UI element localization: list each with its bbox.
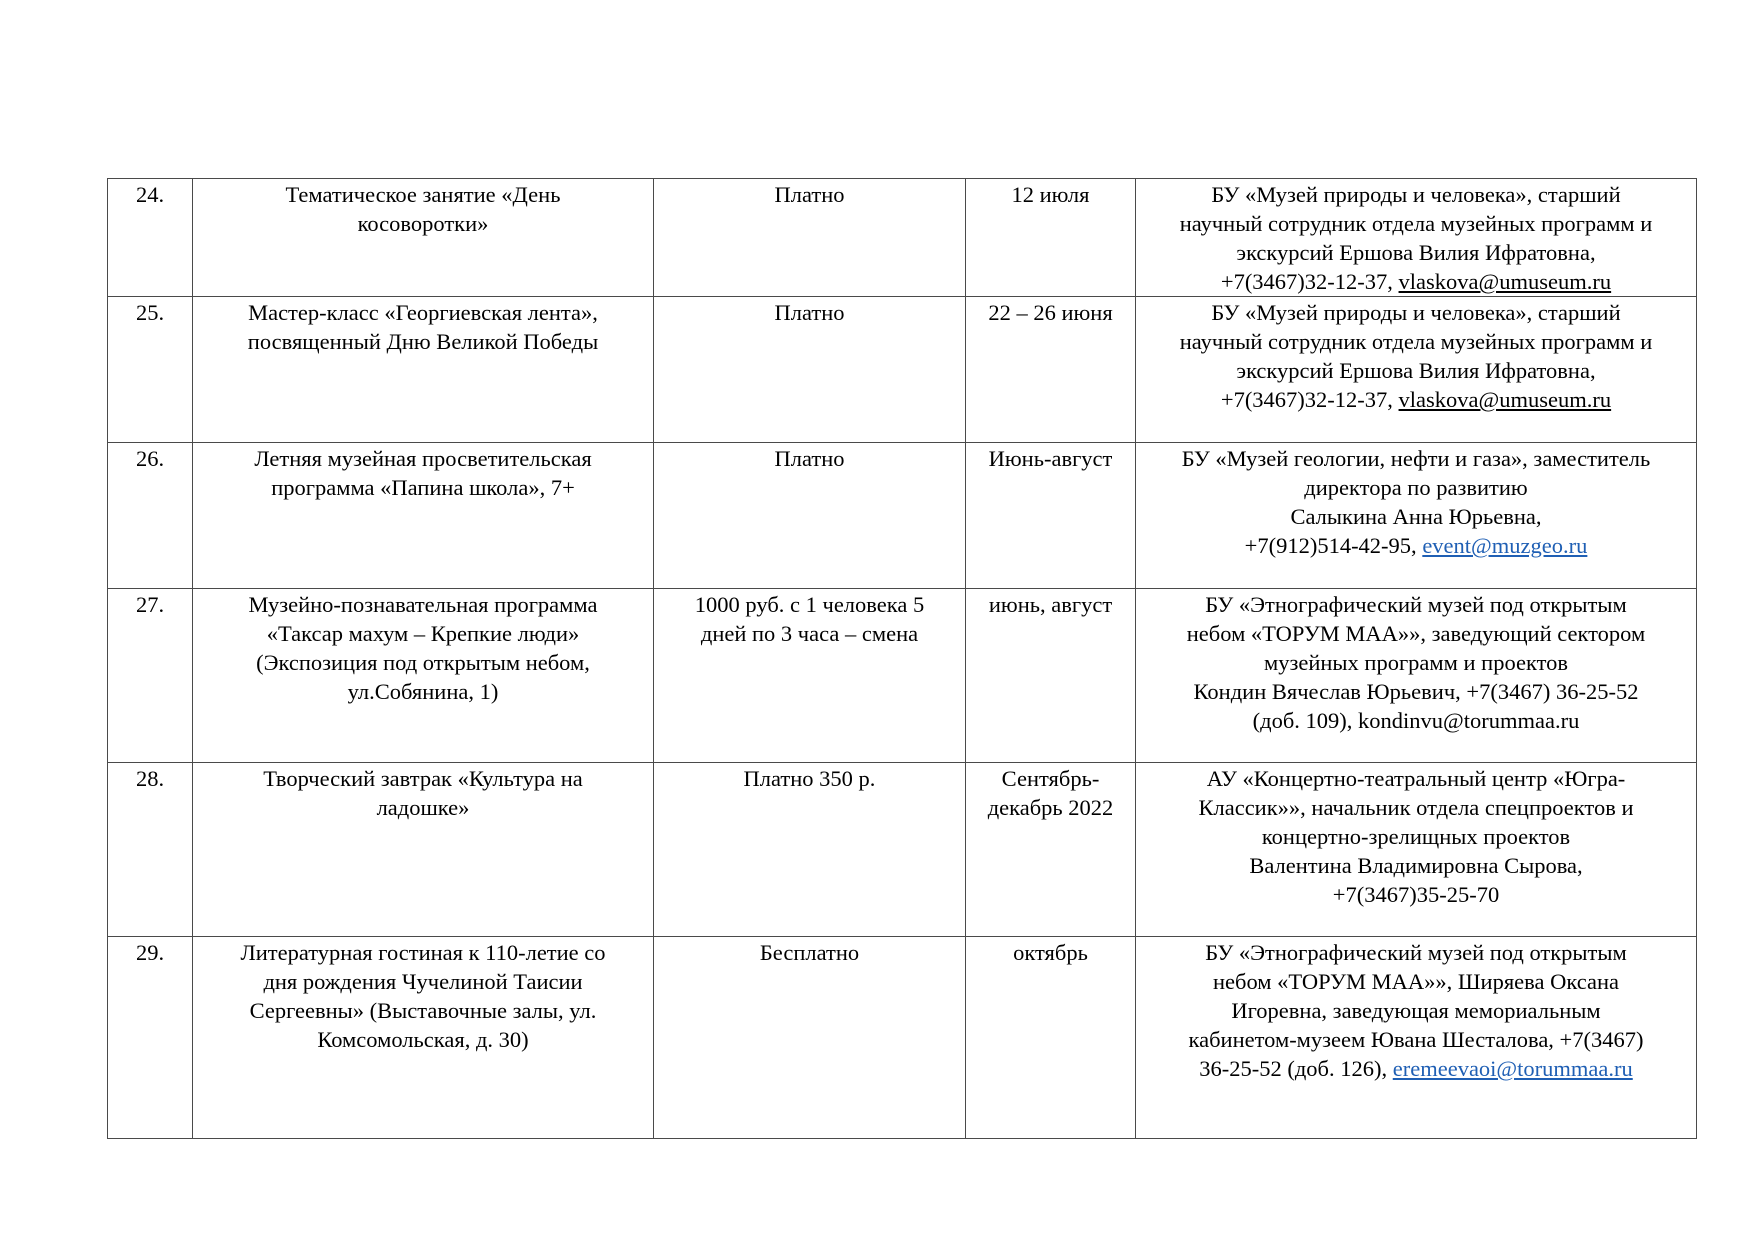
row-number: 28. — [108, 763, 193, 937]
event-price: 1000 руб. с 1 человека 5 дней по 3 часа – смена — [654, 589, 966, 763]
event-price: Платно — [654, 297, 966, 443]
event-date: октябрь — [966, 937, 1136, 1139]
row-number: 25. — [108, 297, 193, 443]
event-name: Мастер-класс «Георгиевская лента», посвященный Дню Великой Победы — [193, 297, 654, 443]
email-link[interactable]: vlaskova@umuseum.ru — [1398, 387, 1612, 412]
row-number: 26. — [108, 443, 193, 589]
event-contact — [1136, 763, 1697, 937]
event-contact — [1136, 937, 1697, 1139]
contact-text: АУ «Концертно-театральный центр «Югра- Классик»», начальник отдела спецпроектов и концертно-зрелищных проектов Валентина Владимировна Сырова, +7(3467)35-25-70 — [1198, 766, 1634, 907]
contact-text: БУ «Музей природы и человека», старший научный сотрудник отдела музейных программ и экскурсий Ершова Вилия Ифратовна, +7(3467)32-12-37, — [1179, 182, 1653, 294]
email-link[interactable]: vlaskova@umuseum.ru — [1398, 269, 1612, 294]
event-name: Музейно-познавательная программа «Таксар махум – Крепкие люди» (Экспозиция под открытым небом, ул.Собянина, 1) — [193, 589, 654, 763]
event-contact — [1136, 589, 1697, 763]
event-name: Тематическое занятие «День косоворотки» — [193, 179, 654, 297]
event-date: Сентябрь- декабрь 2022 — [966, 763, 1136, 937]
event-price: Платно — [654, 179, 966, 297]
contact-text: БУ «Музей геологии, нефти и газа», заместитель директора по развитию Салыкина Анна Юрьевна, +7(912)514-42-95, — [1181, 446, 1651, 558]
table-row — [108, 763, 1697, 937]
row-number: 29. — [108, 937, 193, 1139]
email-link[interactable]: event@muzgeo.ru — [1422, 533, 1588, 558]
event-price: Платно — [654, 443, 966, 589]
contact-text: БУ «Музей природы и человека», старший научный сотрудник отдела музейных программ и экскурсий Ершова Вилия Ифратовна, +7(3467)32-12-37, — [1179, 300, 1653, 412]
email-link[interactable]: eremeevaoi@torummaa.ru — [1392, 1056, 1633, 1081]
event-date: 12 июля — [966, 179, 1136, 297]
event-date: Июнь-август — [966, 443, 1136, 589]
table-row — [108, 443, 1697, 589]
event-contact — [1136, 179, 1697, 297]
events-table — [107, 178, 1697, 1139]
event-date: 22 – 26 июня — [966, 297, 1136, 443]
table-row — [108, 589, 1697, 763]
row-number: 27. — [108, 589, 193, 763]
table-row — [108, 297, 1697, 443]
table-row — [108, 179, 1697, 297]
event-date: июнь, август — [966, 589, 1136, 763]
contact-text: БУ «Этнографический музей под открытым небом «ТОРУМ МАА»», заведующий сектором музейных программ и проектов Кондин Вячеслав Юрьевич, +7(3467) 36-25-52 (доб. 109), kondinvu@torummaa.ru — [1186, 592, 1646, 733]
event-contact — [1136, 297, 1697, 443]
event-name: Литературная гостиная к 110-летие со дня рождения Чучелиной Таисии Сергеевны» (Выставочные залы, ул. Комсомольская, д. 30) — [193, 937, 654, 1139]
event-price: Бесплатно — [654, 937, 966, 1139]
table-row — [108, 937, 1697, 1139]
row-number: 24. — [108, 179, 193, 297]
event-name: Творческий завтрак «Культура на ладошке» — [193, 763, 654, 937]
event-price: Платно 350 р. — [654, 763, 966, 937]
contact-text: БУ «Этнографический музей под открытым небом «ТОРУМ МАА»», Ширяева Оксана Игоревна, заведующая мемориальным кабинетом-музеем Ювана Шесталова, +7(3467) 36-25-52 (доб. 126), — [1188, 940, 1644, 1081]
event-name: Летняя музейная просветительская программа «Папина школа», 7+ — [193, 443, 654, 589]
event-contact — [1136, 443, 1697, 589]
